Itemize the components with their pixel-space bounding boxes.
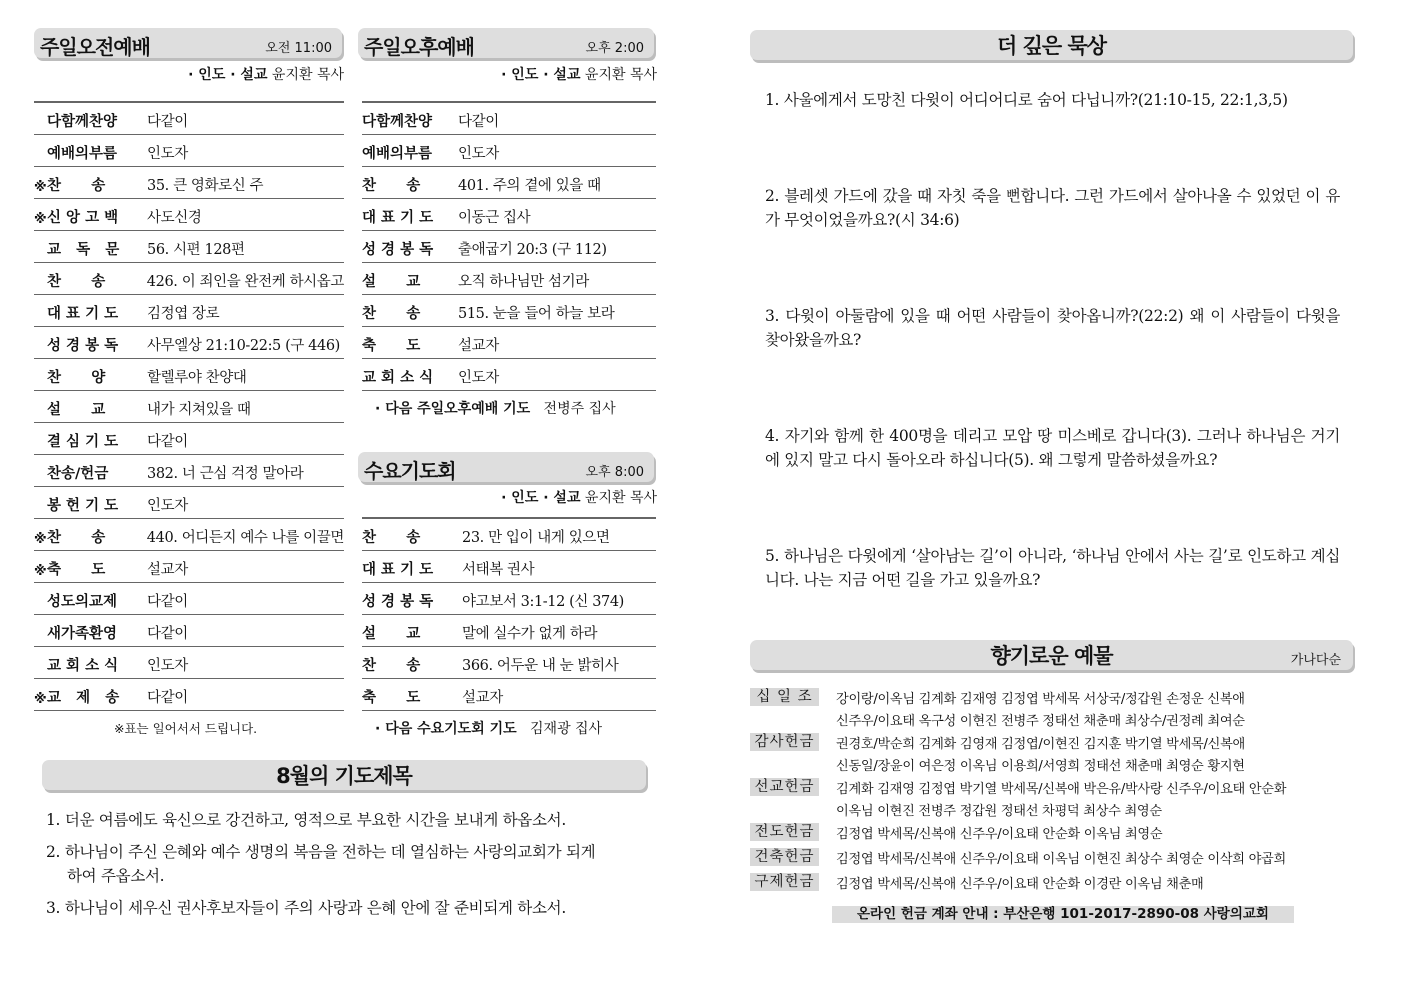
offering-names: 권경호/박순희 김계화 김영재 김정엽/이현진 김지훈 박기열 박세목/신복애 (836, 737, 1245, 752)
morning-leader (188, 64, 344, 84)
order-row (34, 167, 344, 199)
order-value: 사도신경 (147, 210, 202, 226)
order-row (34, 487, 344, 519)
meditation-title: 더 깊은 묵상 (996, 34, 1107, 58)
order-row (34, 231, 344, 263)
order-value: 다같이 (147, 434, 188, 450)
order-value: 515. 눈을 들어 하늘 보라 (458, 306, 615, 322)
offering-names: 강이랑/이옥님 김계화 김재영 김정엽 박세목 서상국/정갑원 손정운 신복애 (836, 692, 1245, 707)
prayer-topics-header (42, 760, 646, 790)
order-row (362, 167, 656, 199)
afternoon-next-prayer (375, 398, 616, 418)
order-label: 찬 송 (362, 530, 421, 546)
order-value: 인도자 (147, 658, 188, 674)
order-row (362, 519, 656, 551)
morning-leader-name: 윤지환 목사 (271, 67, 344, 83)
order-row (34, 327, 344, 359)
standing-mark: ※ (34, 212, 47, 227)
order-value: 426. 이 죄인을 완전케 하시옵고 (146, 274, 344, 290)
order-label: 대 표 기 도 (47, 306, 119, 322)
order-row (34, 679, 344, 711)
morning-order-table (34, 101, 344, 711)
offering-category: 감사헌금 (750, 733, 819, 751)
order-label: 대 표 기 도 (362, 562, 434, 578)
afternoon-next-label: · 다음 주일오후예배 기도 (375, 401, 531, 417)
order-row (362, 647, 656, 679)
order-row (34, 615, 344, 647)
prayer-item: 하여 주옵소서. (67, 867, 165, 885)
order-value: 야고보서 3:1-12 (신 374) (462, 594, 624, 610)
morning-service-time: 오전 11:00 (265, 41, 332, 56)
afternoon-leader (501, 64, 657, 84)
order-label: 설 교 (362, 274, 421, 290)
order-label: 교 회 소 식 (362, 370, 434, 386)
afternoon-next-name: 전병주 집사 (543, 401, 616, 417)
afternoon-service-time: 오후 2:00 (585, 41, 644, 56)
wednesday-next-prayer (375, 718, 602, 738)
prayer-item: 2. 하나님이 주신 은혜와 예수 생명의 복음을 전하는 데 열심하는 사랑의교회가 되게 (46, 843, 596, 861)
order-row (34, 551, 344, 583)
order-row (34, 583, 344, 615)
order-label: 다함께찬양 (362, 114, 433, 130)
order-row (34, 519, 344, 551)
prayer-item: 1. 더운 여름에도 육신으로 강건하고, 영적으로 부요한 시간을 보내게 하옵소서. (46, 811, 566, 829)
order-label: 예배의부름 (362, 146, 433, 162)
order-value: 인도자 (458, 370, 499, 386)
order-value: 다같이 (458, 114, 499, 130)
order-label: 신 앙 고 백 (47, 210, 119, 226)
order-label: 성도의교제 (47, 594, 118, 610)
offering-header (750, 640, 1353, 670)
order-label: 찬 송 (362, 658, 421, 674)
order-label: 찬 양 (47, 370, 106, 386)
wednesday-service-title: 수요기도회 (364, 459, 456, 483)
order-label: 교 회 소 식 (47, 658, 119, 674)
wednesday-leader (501, 487, 657, 507)
meditation-header (750, 30, 1353, 60)
order-row (34, 647, 344, 679)
prayer-topics-title: 8월의 기도제목 (276, 764, 412, 788)
order-row (362, 679, 656, 711)
order-value: 366. 어두운 내 눈 밝히사 (462, 658, 619, 674)
wednesday-next-label: · 다음 수요기도회 기도 (375, 721, 517, 737)
order-row (362, 199, 656, 231)
order-row (34, 295, 344, 327)
order-value: 다같이 (147, 594, 188, 610)
order-value: 설교자 (462, 690, 503, 706)
order-label: 성 경 봉 독 (362, 242, 434, 258)
afternoon-service-title: 주일오후예배 (364, 35, 474, 59)
order-value: 인도자 (147, 498, 188, 514)
afternoon-order-table (362, 101, 656, 391)
standing-mark: ※ (34, 532, 47, 547)
order-value: 401. 주의 곁에 있을 때 (458, 178, 601, 194)
order-label: 교 독 문 (47, 242, 120, 258)
offering-order: 가나다순 (1290, 653, 1341, 668)
morning-service-title: 주일오전예배 (40, 35, 150, 59)
order-row (362, 615, 656, 647)
afternoon-leader-name: 윤지환 목사 (584, 67, 657, 83)
order-row (34, 455, 344, 487)
wednesday-leader-name: 윤지환 목사 (584, 490, 657, 506)
order-value: 23. 만 입이 내게 있으면 (462, 530, 610, 546)
order-label: 다함께찬양 (47, 114, 118, 130)
order-row (34, 199, 344, 231)
order-row (34, 263, 344, 295)
meditation-question: 2. 블레셋 가드에 갔을 때 자칫 죽을 뻔합니다. 그런 가드에서 살아나올 수 있었던 이 유가 무엇이었을까요?(시 34:6) (765, 187, 1340, 229)
standing-mark: ※ (34, 692, 47, 707)
order-label: 찬 송 (46, 274, 106, 290)
order-row (34, 135, 344, 167)
wednesday-service-header (358, 452, 654, 482)
order-label: 찬송/헌금 (47, 466, 109, 482)
order-label: 봉 헌 기 도 (47, 498, 119, 514)
order-label: 설 교 (362, 626, 421, 642)
order-label: 축 도 (362, 338, 421, 354)
meditation-question: 5. 하나님은 다윗에게 ‘살아남는 길’이 아니라, ‘하나님 안에서 사는 길’로 인도하고 계십니다. 나는 지금 어떤 길을 가고 있을까요? (765, 547, 1340, 589)
wednesday-leader-label: · 인도 · 설교 (501, 490, 581, 506)
offering-category: 전도헌금 (750, 823, 819, 841)
standing-mark: ※ (34, 180, 47, 195)
order-row (362, 231, 656, 263)
order-row (362, 295, 656, 327)
order-row (34, 391, 344, 423)
offering-names: 신주우/이요태 옥구성 이현진 전병주 정태선 채춘매 최상수/권정례 최여순 (836, 714, 1245, 729)
order-label: 설 교 (47, 402, 106, 418)
order-label: 성 경 봉 독 (47, 338, 119, 354)
order-label: 축 도 (362, 690, 421, 706)
order-value: 사무엘상 21:10-22:5 (구 446) (147, 338, 340, 354)
afternoon-service-header (358, 28, 654, 58)
order-value: 설교자 (458, 338, 499, 354)
order-value: 출애굽기 20:3 (구 112) (458, 242, 607, 258)
order-value: 서태복 권사 (462, 562, 535, 578)
order-value: 인도자 (458, 146, 499, 162)
order-row (362, 583, 656, 615)
afternoon-leader-label: · 인도 · 설교 (501, 67, 581, 83)
order-label: 찬 송 (362, 178, 421, 194)
order-value: 다같이 (147, 626, 188, 642)
order-value: 인도자 (147, 146, 188, 162)
order-value: 내가 지쳐있을 때 (147, 402, 251, 418)
order-row (34, 103, 344, 135)
offering-names: 김정엽 박세목/신복애 신주우/이요태 안순화 이옥님 최영순 (836, 827, 1163, 842)
order-value: 김정엽 장로 (147, 306, 220, 322)
order-label: 예배의부름 (47, 146, 118, 162)
order-row (362, 135, 656, 167)
wednesday-next-name: 김재광 집사 (530, 721, 603, 737)
order-row (34, 423, 344, 455)
order-row (362, 103, 656, 135)
offering-category: 구제헌금 (750, 873, 819, 891)
offering-names: 이옥님 이현진 전병주 정갑원 정태선 차평덕 최상수 최영순 (836, 804, 1162, 819)
offering-category: 선교헌금 (750, 778, 819, 796)
meditation-question: 1. 사울에게서 도망친 다윗이 어디어디로 숨어 다닙니까?(21:10-15, 22:1,3,5) (765, 91, 1288, 109)
morning-service-header (34, 28, 342, 58)
prayer-item: 3. 하나님이 세우신 권사후보자들이 주의 사랑과 은혜 안에 잘 준비되게 하소서. (46, 899, 566, 917)
morning-leader-label: · 인도 · 설교 (188, 67, 268, 83)
order-label: 찬 송 (46, 530, 106, 546)
order-row (34, 359, 344, 391)
meditation-question: 4. 자기와 함께 한 400명을 데리고 모압 땅 미스베로 갑니다(3). 그러나 하나님은 거기에 있지 말고 다시 돌아오라 하십니다(5). 왜 그렇게 말씀하셨을까요? (765, 427, 1340, 469)
order-label: 축 도 (47, 562, 106, 578)
offering-names: 김계화 김재영 김정엽 박기열 박세목/신복애 박은유/박사랑 신주우/이요태 안순화 (836, 782, 1287, 797)
offering-category: 건축헌금 (750, 848, 819, 866)
order-label: 교 제 송 (47, 690, 120, 706)
order-row (362, 551, 656, 583)
order-value: 다같이 (147, 114, 188, 130)
order-label: 찬 송 (47, 178, 106, 194)
order-value: 오직 하나님만 섬기라 (458, 274, 589, 290)
order-label: 결 심 기 도 (47, 434, 119, 450)
order-row (362, 359, 656, 391)
wednesday-order-table (362, 517, 656, 711)
offering-title: 향기로운 예물 (990, 644, 1113, 668)
wednesday-service-time: 오후 8:00 (585, 465, 644, 480)
order-label: 성 경 봉 독 (362, 594, 434, 610)
offering-names: 김정엽 박세목/신복애 신주우/이요태 안순화 이경란 이옥님 채춘매 (836, 877, 1204, 892)
order-value: 382. 너 근심 걱정 말아라 (147, 466, 304, 482)
order-value: 35. 큰 영화로신 주 (147, 178, 264, 194)
order-row (362, 327, 656, 359)
standing-mark: ※ (34, 564, 47, 579)
order-value: 이동근 집사 (458, 210, 531, 226)
standing-note: ※표는 일어서서 드립니다. (114, 721, 258, 736)
online-account-info: 온라인 헌금 계좌 안내 : 부산은행 101-2017-2890-08 사랑의교회 (832, 906, 1294, 923)
order-value: 말에 실수가 없게 하라 (462, 626, 598, 642)
order-row (362, 263, 656, 295)
offering-names: 김정엽 박세목/신복애 신주우/이요태 이옥님 이현진 최상수 최영순 이삭희 야곱희 (836, 852, 1286, 867)
order-value: 다같이 (147, 690, 188, 706)
offering-names: 신동일/장윤이 여은정 이옥님 이용희/서영희 정태선 채춘매 최영순 황지현 (836, 759, 1245, 774)
order-label: 대 표 기 도 (362, 210, 434, 226)
order-value: 440. 어디든지 예수 나를 이끌면 (146, 530, 344, 546)
offering-category: 십 일 조 (750, 688, 819, 706)
order-value: 설교자 (147, 562, 188, 578)
order-label: 찬 송 (362, 306, 421, 322)
order-value: 할렐루야 찬양대 (147, 370, 247, 386)
order-value: 56. 시편 128편 (147, 242, 245, 258)
meditation-question: 3. 다윗이 아둘람에 있을 때 어떤 사람들이 찾아옵니까?(22:2) 왜 이 사람들이 다윗을 찾아왔을까요? (765, 307, 1340, 349)
order-label: 새가족환영 (47, 626, 118, 642)
